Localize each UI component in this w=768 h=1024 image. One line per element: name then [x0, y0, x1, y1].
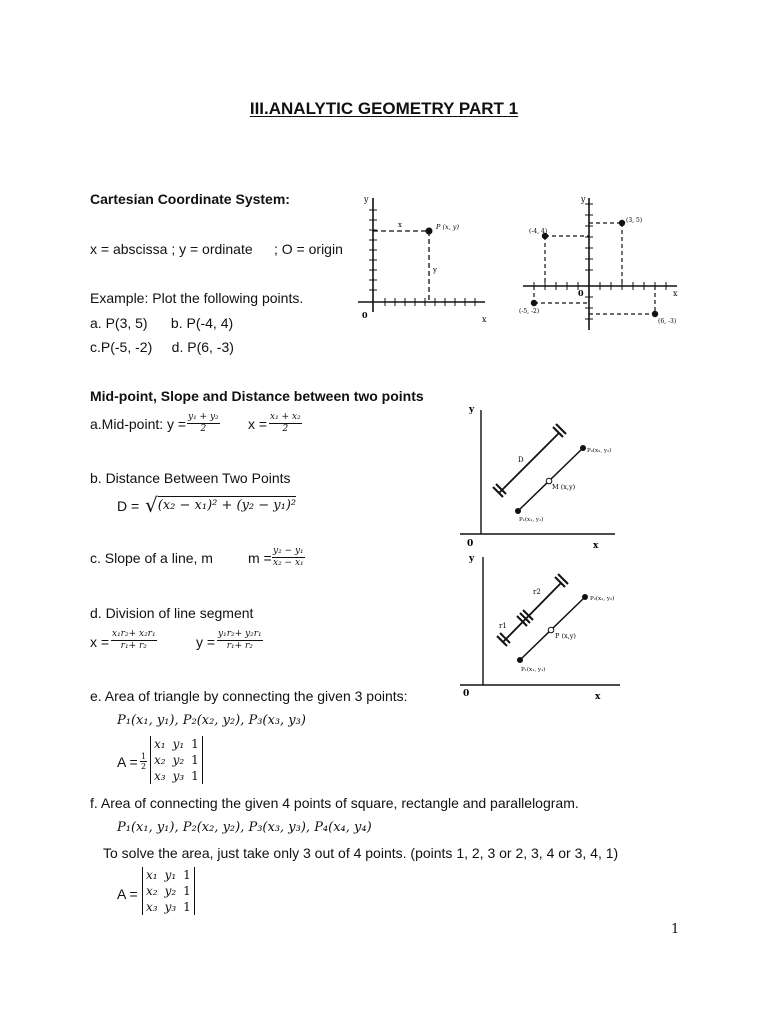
y-distance-label: y: [433, 266, 437, 274]
figure-four-points: [515, 190, 685, 335]
p1-label: P₁(x₁, y₁): [519, 517, 544, 523]
cartesian-heading: Cartesian Coordinate System:: [90, 191, 290, 207]
example-text: Example: Plot the following points.: [90, 290, 304, 306]
y-axis-label: y: [581, 195, 586, 204]
coordinate-definitions: x = abscissa ; y = ordinate: [90, 241, 253, 257]
point-p-label: P (x, y): [436, 223, 459, 231]
midpoint-m-label: M (x,y): [552, 483, 576, 491]
figure-single-point: [350, 190, 495, 330]
determinant-cell: y₁: [172, 737, 185, 751]
r1-label: r1: [499, 622, 507, 630]
quad-a-eq: A =: [117, 886, 138, 902]
midpoint-label: a.Mid-point: y =: [90, 416, 187, 432]
y-axis-label: y: [469, 405, 475, 415]
figure-midpoint-distance: [455, 400, 625, 550]
determinant-cell: x₁: [146, 868, 158, 882]
determinant-cell: y₁: [164, 868, 177, 882]
determinant-cell: y₃: [164, 900, 177, 914]
quad-note: To solve the area, just take only 3 out of 4 points. (points 1, 2, 3 or 2, 3, 4 or 3, 4, 1): [103, 845, 619, 861]
determinant-cell: 1: [191, 737, 199, 751]
origin-definition: ; O = origin: [274, 241, 343, 257]
determinant-cell: x₃: [154, 769, 166, 783]
division-y-fraction: $\frac{\text{y₁r₂+ y₂r₁}}{\text{r₁+ r₂}}$: [218, 629, 262, 651]
determinant-row: [146, 883, 191, 899]
quad-points: P₁(x₁, y₁), P₂(x₂, y₂), P₃(x₃, y₃), P₄(x₄, y₄): [117, 820, 372, 835]
determinant-cell: 1: [183, 868, 191, 882]
triangle-a-eq: A =: [117, 754, 138, 770]
page-number: 1: [671, 922, 680, 937]
slope-eq: m =: [248, 550, 272, 566]
point-label-neg4-4: (-4, 4): [529, 228, 548, 235]
distance-formula: √(x₂ − x₁)² + (y₂ − y₁)²: [145, 493, 297, 517]
p2-label: P₂(x₂, y₂): [590, 596, 615, 602]
division-y-eq: y =: [196, 634, 216, 650]
distance-lhs: D =: [117, 498, 140, 514]
determinant-row: [146, 867, 191, 883]
determinant-row: [154, 736, 199, 752]
midpoint-y-fraction: $\frac{\text{y₁ + y₂}}{2}$: [188, 412, 219, 434]
point-p: [426, 228, 433, 235]
midpoint-x-eq: x =: [248, 416, 268, 432]
point-label-6-neg3: (6, -3): [658, 318, 677, 325]
determinant-cell: y₂: [164, 884, 177, 898]
x-axis-label: x: [482, 315, 487, 324]
y-axis-label: y: [364, 195, 369, 204]
example-points-2: c.P(-5, -2) d. P(6, -3): [90, 339, 234, 355]
figure-line-division: [455, 545, 625, 705]
determinant-cell: x₃: [146, 900, 158, 914]
determinant-cell: x₁: [154, 737, 166, 751]
x-axis-label: x: [673, 289, 678, 298]
determinant-cell: y₂: [172, 753, 185, 767]
quad-determinant: [142, 867, 195, 915]
division-x-eq: x =: [90, 634, 110, 650]
p2-label: P₂(x₂, y₂): [587, 448, 612, 454]
slope-fraction: $\frac{\text{y₂ − y₁}}{\text{x₂ − x₁}}$: [273, 546, 304, 568]
division-label: d. Division of line segment: [90, 605, 254, 621]
determinant-row: [154, 768, 199, 784]
slope-label: c. Slope of a line, m: [90, 550, 213, 566]
determinant-cell: 1: [191, 753, 199, 767]
example-points-1: a. P(3, 5) b. P(-4, 4): [90, 315, 234, 331]
page-title: III.ANALYTIC GEOMETRY PART 1: [249, 99, 519, 118]
p1-label: P₁(x₁, y₁): [521, 667, 546, 673]
determinant-cell: x₂: [154, 753, 166, 767]
origin-label: 0: [467, 539, 474, 549]
determinant-cell: 1: [183, 900, 191, 914]
x-axis-label: x: [593, 541, 599, 550]
half-fraction: $\frac{1}{2}$: [141, 752, 147, 771]
midpoint-x-fraction: $\frac{\text{x₁ + x₂}}{2}$: [270, 412, 301, 434]
point-p-label: P (x,y): [555, 632, 576, 640]
determinant-row: [146, 899, 191, 915]
origin-label: 0: [463, 689, 470, 699]
determinant-cell: 1: [191, 769, 199, 783]
y-axis-label: y: [469, 554, 475, 564]
determinant-row: [154, 752, 199, 768]
triangle-determinant: [150, 736, 203, 784]
quad-label: f. Area of connecting the given 4 points of square, rectangle and parallelogram.: [90, 795, 579, 811]
point-label-neg5-neg2: (-5, -2): [519, 308, 540, 315]
triangle-points: P₁(x₁, y₁), P₂(x₂, y₂), P₃(x₃, y₃): [117, 713, 306, 728]
x-distance-label: x: [398, 221, 402, 229]
determinant-cell: y₃: [172, 769, 185, 783]
triangle-label: e. Area of triangle by connecting the given 3 points:: [90, 688, 408, 704]
x-axis-label: x: [595, 692, 601, 702]
determinant-cell: 1: [183, 884, 191, 898]
point-label-3-5: (3, 5): [626, 217, 643, 224]
origin-label: 0: [578, 288, 584, 298]
distance-label: b. Distance Between Two Points: [90, 470, 291, 486]
distance-d-label: D: [518, 456, 524, 464]
division-x-fraction: $\frac{\text{x₁r₂+ x₂r₁}}{\text{r₁+ r₂}}$: [112, 629, 156, 651]
midpoint-heading: Mid-point, Slope and Distance between two points: [90, 388, 424, 404]
determinant-cell: x₂: [146, 884, 158, 898]
origin-label: 0: [362, 310, 368, 320]
r2-label: r2: [533, 588, 541, 596]
